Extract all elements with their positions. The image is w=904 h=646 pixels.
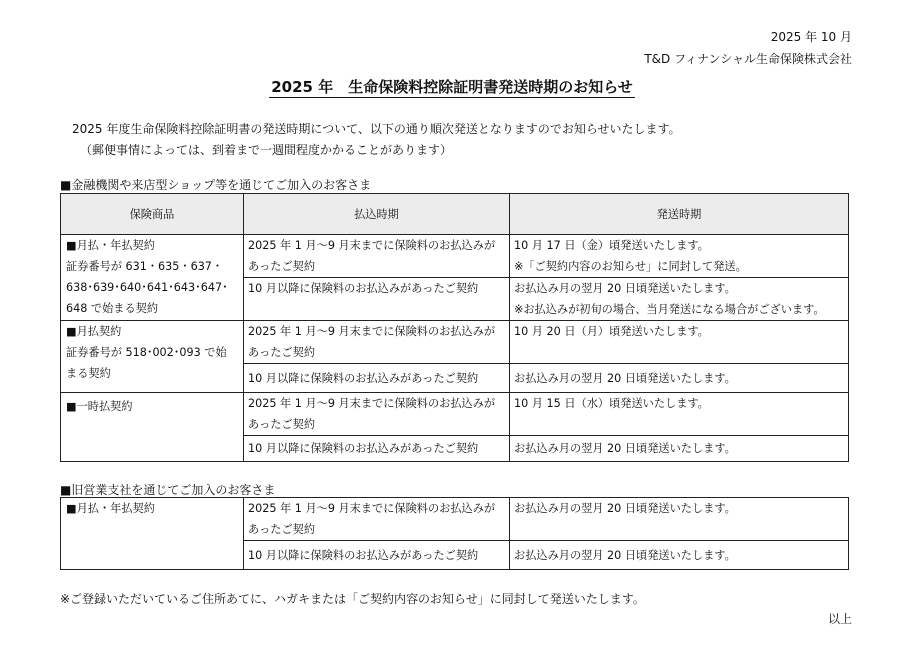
document-date: 2025 年 10 月 <box>770 30 852 44</box>
column-header-product: 保険商品 <box>61 194 244 235</box>
shipping-cell <box>510 393 849 436</box>
document-title-wrapper <box>0 76 904 97</box>
shipping-cell <box>510 436 849 462</box>
shipping-cell <box>510 364 849 393</box>
shipping-line: 10 月 20 日（月）頃発送いたします。 <box>514 325 709 338</box>
shipping-cell <box>510 235 849 278</box>
company-name: T&D フィナンシャル生命保険株式会社 <box>644 52 852 66</box>
shipping-line: お払込み月の翌月 20 日頃発送いたします。 <box>514 282 736 295</box>
shipping-cell <box>510 278 849 321</box>
table-row <box>61 498 849 541</box>
footnote: ※ご登録いただいているご住所あてに、ハガキまたは「ご契約内容のお知らせ」に同封して発送いたします。 <box>60 592 645 606</box>
column-header-payment-period: 払込時期 <box>244 194 510 235</box>
closing-mark: 以上 <box>827 612 852 626</box>
shipping-note: ※「ご契約内容のお知らせ」に同封して発送。 <box>514 260 747 273</box>
product-cell <box>61 498 244 570</box>
product-line: ■一時払契約 <box>66 400 133 413</box>
shipping-line: 10 月 17 日（金）頃発送いたします。 <box>514 239 709 252</box>
column-header-shipping-time: 発送時期 <box>510 194 849 235</box>
payment-period-cell: 2025 年 1 月～9 月末までに保険料のお払込みがあったご契約 <box>244 393 510 436</box>
payment-period-cell: 10 月以降に保険料のお払込みがあったご契約 <box>244 541 510 570</box>
payment-period-cell: 2025 年 1 月～9 月末までに保険料のお払込みがあったご契約 <box>244 235 510 278</box>
product-line: ■月払・年払契約 <box>66 239 155 252</box>
table-header-row <box>61 194 849 235</box>
product-line: 証券番号が 518･002･093 で始 <box>66 346 227 359</box>
product-cell <box>61 393 244 462</box>
table-row <box>61 321 849 364</box>
payment-period-cell: 2025 年 1 月～9 月末までに保険料のお払込みがあったご契約 <box>244 498 510 541</box>
product-cell <box>61 321 244 393</box>
shipping-line: お払込み月の翌月 20 日頃発送いたします。 <box>514 371 736 385</box>
product-line: 証券番号が 631・635・637・ <box>66 260 224 273</box>
schedule-table-1 <box>60 193 849 462</box>
section2-heading: ■旧営業支社を通じてご加入のお客さま <box>60 483 276 497</box>
section1-heading: ■金融機関や来店型ショップ等を通じてご加入のお客さま <box>60 178 372 192</box>
shipping-cell <box>510 321 849 364</box>
shipping-line: 10 月 15 日（水）頃発送いたします。 <box>514 397 709 410</box>
product-line: ■月払・年払契約 <box>66 502 155 515</box>
product-cell <box>61 235 244 321</box>
shipping-note: ※お払込みが初旬の場合、当月発送になる場合がございます。 <box>514 303 825 316</box>
shipping-cell <box>510 498 849 541</box>
shipping-line: お払込み月の翌月 20 日頃発送いたします。 <box>514 502 736 515</box>
payment-period-cell: 10 月以降に保険料のお払込みがあったご契約 <box>244 278 510 321</box>
schedule-table-2 <box>60 497 849 570</box>
table-row <box>61 393 849 436</box>
product-line: ■月払契約 <box>66 325 122 338</box>
product-line: 638･639･640･641･643･647･ <box>66 281 228 294</box>
document-title: 2025 年 生命保険料控除証明書発送時期のお知らせ <box>271 78 633 96</box>
intro-line-2: （郵便事情によっては、到着まで一週間程度かかることがあります） <box>80 143 453 157</box>
shipping-line: お払込み月の翌月 20 日頃発送いたします。 <box>514 548 736 562</box>
product-line: 648 で始まる契約 <box>66 302 159 315</box>
table-row <box>61 235 849 278</box>
intro-line-1: 2025 年度生命保険料控除証明書の発送時期について、以下の通り順次発送となりますのでお知らせいたします。 <box>72 122 681 136</box>
payment-period-cell: 2025 年 1 月～9 月末までに保険料のお払込みがあったご契約 <box>244 321 510 364</box>
shipping-cell <box>510 541 849 570</box>
payment-period-cell: 10 月以降に保険料のお払込みがあったご契約 <box>244 436 510 462</box>
shipping-line: お払込み月の翌月 20 日頃発送いたします。 <box>514 442 736 455</box>
payment-period-cell: 10 月以降に保険料のお払込みがあったご契約 <box>244 364 510 393</box>
product-line: まる契約 <box>66 367 111 380</box>
